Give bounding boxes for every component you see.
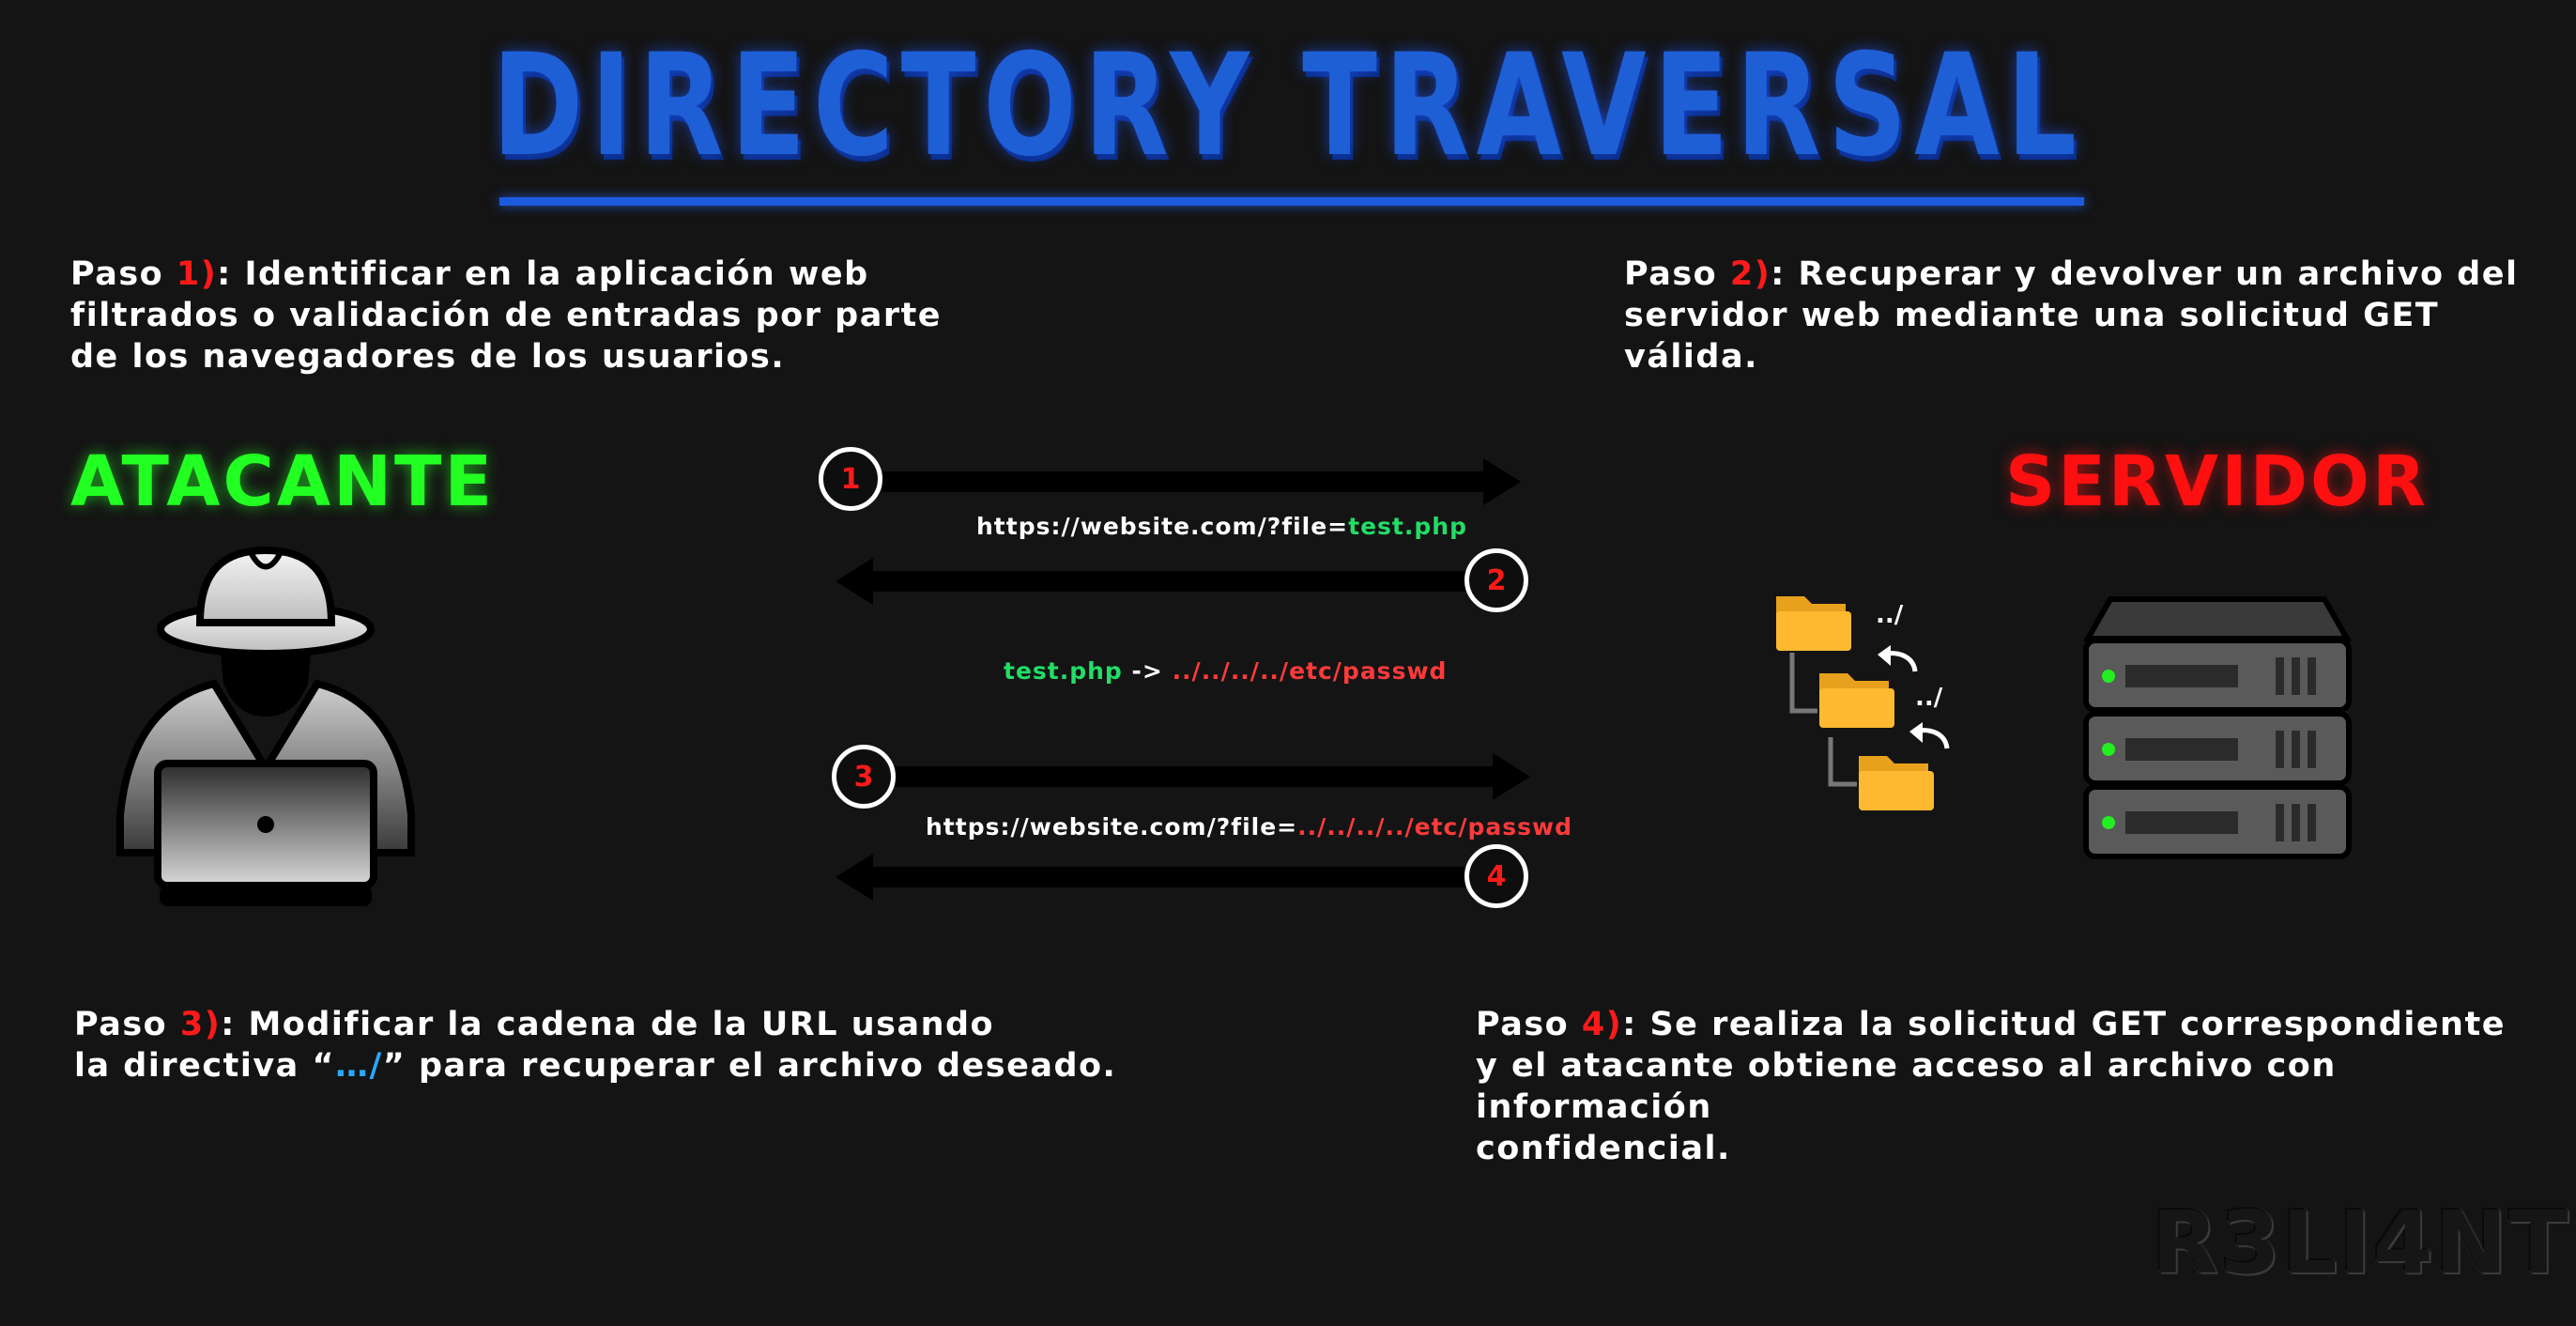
arrow-2 (873, 571, 1483, 592)
path-mapping: test.php -> ../../../../etc/passwd (1004, 657, 1448, 685)
step-3-text: Paso 3): Modificar la cadena de la URL usando la directiva “…/” para recuperar el archivo deseado. (74, 1006, 1117, 1085)
marker-2: 2 (1464, 548, 1528, 612)
relative-path-label-2: ../ (1915, 684, 1943, 712)
step-4-text: Paso 4): Se realiza la solicitud GET correspondiente y el atacante obtiene acceso al archivo con información confidencial. (1476, 1006, 2506, 1167)
step-3-number: 3) (179, 1006, 222, 1043)
attacker-label: ATACANTE (70, 441, 496, 522)
step-4-number: 4) (1581, 1006, 1623, 1043)
step-2-number: 2) (1729, 255, 1771, 293)
step-1-text: Paso 1): Identificar en la aplicación web filtrados o validación de entradas por parte de los navegadores de los usuarios. (70, 255, 943, 376)
request-url-1: https://website.com/?file=test.php (976, 513, 1467, 540)
arrow-3 (892, 766, 1493, 787)
step-2-text: Paso 2): Recuperar y devolver un archivo del servidor web mediante una solicitud GET válida. (1624, 255, 2519, 376)
server-rack-icon (2082, 592, 2353, 864)
server-label: SERVIDOR (2005, 441, 2429, 522)
arrow-1 (882, 471, 1483, 492)
directive-text: …/ (334, 1047, 383, 1085)
watermark-logo: R3LI4NT (2152, 1193, 2570, 1293)
relative-path-label-1: ../ (1876, 601, 1904, 629)
marker-3: 3 (832, 745, 896, 809)
arrow-4 (873, 867, 1483, 887)
marker-4: 4 (1464, 844, 1528, 908)
marker-1: 1 (819, 447, 882, 511)
step-1-number: 1) (176, 255, 218, 293)
page-title: DIRECTORY TRAVERSAL (492, 24, 2084, 188)
request-url-2: https://website.com/?file=../../../../etc/passwd (926, 813, 1573, 840)
hacker-icon (111, 543, 421, 914)
title-underline (499, 197, 2084, 206)
